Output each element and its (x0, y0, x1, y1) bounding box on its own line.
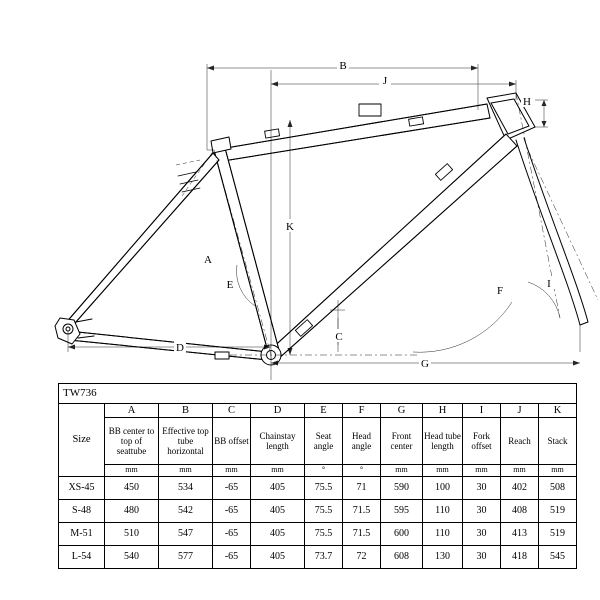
cell-f: 71.5 (343, 500, 381, 523)
top-tube (214, 104, 490, 162)
unit-f: ° (343, 465, 381, 477)
table-model-row (59, 384, 577, 404)
row-size: M-51 (59, 523, 105, 546)
header-chainstay-length: Chainstay length (251, 418, 305, 465)
cell-d: 405 (251, 523, 305, 546)
unit-a: mm (105, 465, 159, 477)
dim-label-F: F (496, 285, 504, 297)
seat-tube (211, 137, 279, 352)
cell-k: 519 (539, 523, 577, 546)
dim-label-E: E (226, 279, 234, 291)
cell-c: -65 (213, 546, 251, 569)
chain-stay (68, 331, 268, 360)
dim-label-I: I (547, 278, 551, 290)
cell-j: 402 (501, 477, 539, 500)
table-letter-row (59, 404, 577, 418)
dim-label-C: C (335, 331, 343, 343)
cell-h: 100 (423, 477, 463, 500)
cell-k: 545 (539, 546, 577, 569)
header-head-tube-length: Head tube length (423, 418, 463, 465)
seat-stay (64, 153, 219, 331)
letter-h: H (423, 404, 463, 418)
letter-i: I (463, 404, 501, 418)
cell-i: 30 (463, 477, 501, 500)
unit-d: mm (251, 465, 305, 477)
letter-e: E (305, 404, 343, 418)
cell-a: 510 (105, 523, 159, 546)
letter-f: F (343, 404, 381, 418)
header-effective-top-tube-horizontal: Effective top tube horizontal (159, 418, 213, 465)
fork (516, 138, 588, 325)
table-row (59, 500, 577, 523)
dim-label-H: H (523, 96, 531, 108)
row-size: L-54 (59, 546, 105, 569)
cell-j: 413 (501, 523, 539, 546)
letter-b: B (159, 404, 213, 418)
cell-b: 577 (159, 546, 213, 569)
table-unit-row (59, 465, 577, 477)
cell-a: 450 (105, 477, 159, 500)
cell-j: 408 (501, 500, 539, 523)
table-row (59, 477, 577, 500)
cell-e: 73.7 (305, 546, 343, 569)
header-stack: Stack (539, 418, 577, 465)
unit-h: mm (423, 465, 463, 477)
cell-c: -65 (213, 477, 251, 500)
letter-k: K (539, 404, 577, 418)
cell-b: 547 (159, 523, 213, 546)
geometry-spec-table (58, 383, 576, 569)
model-name: TW736 (59, 384, 577, 404)
unit-i: mm (463, 465, 501, 477)
dim-label-K: K (286, 221, 294, 233)
cell-e: 75.5 (305, 500, 343, 523)
unit-k: mm (539, 465, 577, 477)
cell-e: 75.5 (305, 477, 343, 500)
cell-d: 405 (251, 477, 305, 500)
table-row (59, 523, 577, 546)
letter-c: C (213, 404, 251, 418)
row-size: XS-45 (59, 477, 105, 500)
cell-f: 71 (343, 477, 381, 500)
cell-i: 30 (463, 500, 501, 523)
cell-c: -65 (213, 500, 251, 523)
cell-k: 519 (539, 500, 577, 523)
cell-g: 608 (381, 546, 423, 569)
header-size: Size (59, 404, 105, 477)
cell-k: 508 (539, 477, 577, 500)
cell-f: 71.5 (343, 523, 381, 546)
letter-a: A (105, 404, 159, 418)
table-row (59, 546, 577, 569)
dim-label-B: B (339, 60, 347, 72)
header-head-angle: Head angle (343, 418, 381, 465)
unit-c: mm (213, 465, 251, 477)
header-reach: Reach (501, 418, 539, 465)
cell-i: 30 (463, 523, 501, 546)
dim-label-D: D (176, 342, 184, 354)
cell-c: -65 (213, 523, 251, 546)
dim-label-G: G (421, 358, 429, 370)
header-bb-offset: BB offset (213, 418, 251, 465)
row-size: S-48 (59, 500, 105, 523)
unit-g: mm (381, 465, 423, 477)
cell-f: 72 (343, 546, 381, 569)
cell-d: 405 (251, 500, 305, 523)
letter-d: D (251, 404, 305, 418)
table-header-row (59, 418, 577, 465)
cell-h: 110 (423, 500, 463, 523)
cell-g: 595 (381, 500, 423, 523)
cell-g: 600 (381, 523, 423, 546)
unit-e: ° (305, 465, 343, 477)
header-front-center: Front center (381, 418, 423, 465)
cell-g: 590 (381, 477, 423, 500)
cell-e: 75.5 (305, 523, 343, 546)
cell-i: 30 (463, 546, 501, 569)
letter-g: G (381, 404, 423, 418)
header-fork-offset: Fork offset (463, 418, 501, 465)
cell-a: 480 (105, 500, 159, 523)
cell-b: 542 (159, 500, 213, 523)
cell-h: 130 (423, 546, 463, 569)
cell-h: 110 (423, 523, 463, 546)
cell-j: 418 (501, 546, 539, 569)
cell-b: 534 (159, 477, 213, 500)
dim-label-A: A (204, 254, 212, 266)
cell-a: 540 (105, 546, 159, 569)
unit-j: mm (501, 465, 539, 477)
header-seat-angle: Seat angle (305, 418, 343, 465)
unit-b: mm (159, 465, 213, 477)
cell-d: 405 (251, 546, 305, 569)
letter-j: J (501, 404, 539, 418)
header-bb-center-to-top-of-seattube: BB center to top of seattube (105, 418, 159, 465)
dim-label-J: J (382, 75, 388, 87)
